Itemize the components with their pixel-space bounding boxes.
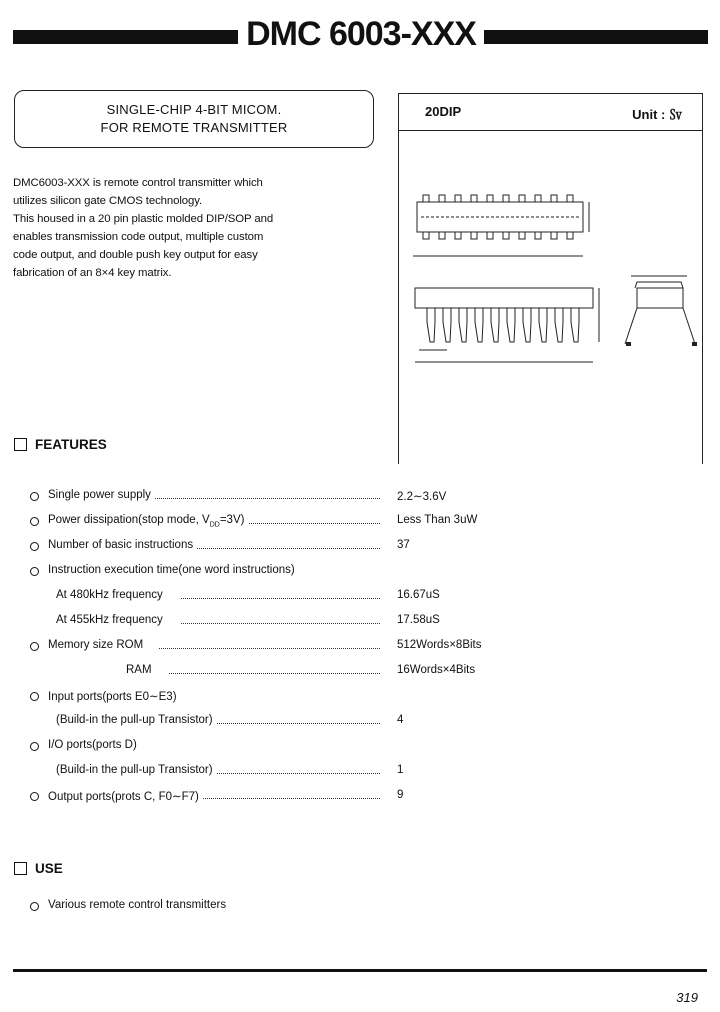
- circle-bullet-icon: [30, 902, 39, 911]
- feature-label: At 480kHz frequency: [56, 589, 181, 601]
- feature-row: [0, 689, 720, 709]
- side-pins: [427, 308, 579, 342]
- feature-label-text: Power dissipation(stop mode, V: [48, 514, 210, 526]
- circle-bullet-icon: [30, 492, 39, 501]
- feature-label: Instruction execution time(one word instructions): [48, 564, 299, 576]
- description: [13, 174, 331, 282]
- feature-label: Input ports(ports E0∼E3): [48, 689, 181, 703]
- use-heading-label: USE: [35, 861, 63, 876]
- feature-value: 1: [397, 764, 404, 776]
- description-line: code output, and double push key output for easy: [13, 249, 258, 261]
- feature-value: 512Words×8Bits: [397, 639, 482, 651]
- use-item: [0, 899, 720, 919]
- feature-label: (Build-in the pull-up Transistor): [56, 714, 217, 726]
- feature-value: 9: [397, 789, 404, 801]
- feature-label: (Build-in the pull-up Transistor): [56, 764, 217, 776]
- panel-divider: [399, 130, 702, 131]
- feature-label: Output ports(prots C, F0∼F7): [48, 789, 203, 803]
- description-line: enables transmission code output, multiple custom: [13, 231, 264, 243]
- feature-row: [0, 789, 720, 809]
- checkbox-square-icon: [14, 862, 27, 875]
- description-line: DMC6003-XXX is remote control transmitter which: [13, 177, 263, 189]
- feature-label: RAM: [126, 664, 168, 676]
- circle-bullet-icon: [30, 642, 39, 651]
- feature-value: 37: [397, 539, 410, 551]
- title-line-1: SINGLE-CHIP 4-BIT MICOM.: [106, 102, 282, 117]
- feature-value: 2.2∼3.6V: [397, 491, 447, 503]
- feature-label-tail: =3V): [219, 514, 245, 526]
- feature-row: [0, 564, 720, 584]
- feature-label: Number of basic instructions: [48, 539, 197, 551]
- circle-bullet-icon: [30, 567, 39, 576]
- features-heading: [14, 437, 107, 452]
- feature-row: [0, 764, 720, 784]
- package-label: 20DIP: [425, 104, 462, 119]
- dip-end-view-top: [635, 282, 683, 288]
- feature-row: [0, 539, 720, 559]
- circle-bullet-icon: [30, 517, 39, 526]
- package-drawing-panel: [398, 93, 703, 464]
- use-heading: [14, 861, 63, 876]
- circle-bullet-icon: [30, 542, 39, 551]
- feature-label: [48, 514, 248, 528]
- feature-label: At 455kHz frequency: [56, 614, 181, 626]
- feature-value: 16Words×4Bits: [397, 664, 476, 676]
- feature-row: [0, 514, 720, 534]
- feature-value: 4: [397, 714, 404, 726]
- feature-value: Less Than 3uW: [397, 514, 478, 526]
- feature-label: Memory size ROM: [48, 639, 159, 651]
- checkbox-square-icon: [14, 438, 27, 451]
- circle-bullet-icon: [30, 742, 39, 751]
- circle-bullet-icon: [30, 692, 39, 701]
- feature-label: Single power supply: [48, 489, 155, 501]
- description-line: fabrication of an 8×4 key matrix.: [13, 267, 172, 279]
- description-line: This housed in a 20 pin plastic molded DIP/SOP and: [13, 213, 274, 225]
- feature-label: I/O ports(ports D): [48, 739, 141, 751]
- feature-label-subscript: DD: [209, 521, 220, 529]
- page-title: DMC 6003-XXX: [238, 14, 484, 54]
- feature-row: [0, 614, 720, 634]
- feature-row: [0, 739, 720, 759]
- product-title-box: [14, 90, 374, 148]
- page-number: 319: [676, 990, 698, 1005]
- header-rule-right: [480, 30, 708, 44]
- feature-row: [0, 714, 720, 734]
- use-item-label: Various remote control transmitters: [48, 899, 230, 911]
- feature-row: [0, 664, 720, 684]
- footer-rule: [13, 969, 707, 972]
- header-rule-left: [13, 30, 243, 44]
- feature-row: [0, 589, 720, 609]
- feature-row: [0, 639, 720, 659]
- unit-label: Unit : ㏜: [632, 107, 682, 122]
- dip-end-body: [637, 288, 683, 308]
- feature-row: [0, 489, 720, 509]
- features-heading-label: FEATURES: [35, 437, 107, 452]
- title-line-2: FOR REMOTE TRANSMITTER: [100, 120, 288, 135]
- dip-package-drawing: [399, 178, 702, 378]
- feature-value: 16.67uS: [397, 589, 440, 601]
- circle-bullet-icon: [30, 792, 39, 801]
- description-line: utilizes silicon gate CMOS technology.: [13, 195, 203, 207]
- feature-value: 17.58uS: [397, 614, 440, 626]
- dip-side-body: [415, 288, 593, 308]
